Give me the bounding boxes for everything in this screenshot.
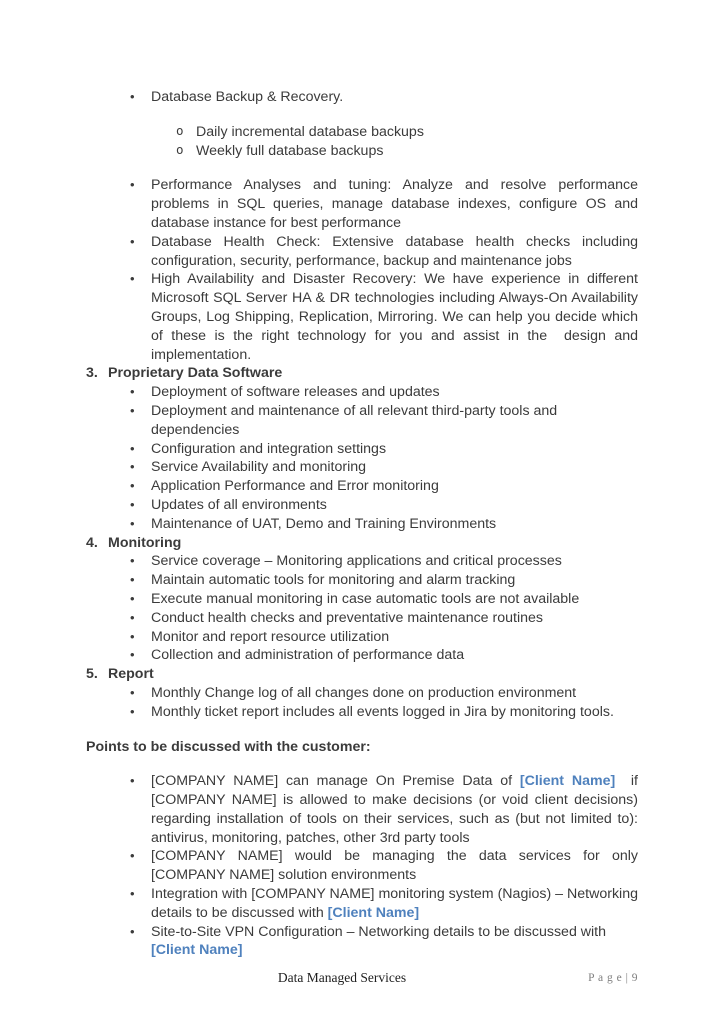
list-item-text [151,458,638,477]
text-run: if [COMPANY NAME] is allowed to make decisions (or void client decisions) regarding installation of tools on their services, such as (but not limited to): antivirus, monitoring, patches, other 3rd party tools [151,773,638,846]
circle-bullet-icon: o [176,122,184,138]
bullet-icon: • [130,478,135,494]
list-item-text [151,233,638,271]
bullet-icon: • [130,384,135,400]
list-item [86,402,638,440]
bullet-icon: • [130,177,135,193]
list-item [86,176,638,232]
client-name-placeholder: [Client Name] [327,904,420,921]
paragraph-gap [86,756,638,772]
page-footer [86,970,638,992]
list-item [86,233,638,271]
list-item-text [151,646,638,665]
list-item-text [151,684,638,703]
bullet-icon: • [130,590,135,606]
list-item-text [151,590,638,609]
client-name-placeholder: [Client Name] [151,942,243,959]
text-run: Application Performance and Error monitoring [151,478,439,495]
list-item-text [151,440,638,459]
list-item [86,703,638,722]
text-run: Deployment and maintenance of all relevant third-party tools and dependencies [151,402,558,438]
text-run: Conduct health checks and preventative maintenance routines [151,609,543,626]
bullet-icon: • [130,572,135,588]
list-item-text [151,847,638,885]
list-item [86,885,638,923]
text-run: Maintain automatic tools for monitoring and alarm tracking [151,572,516,589]
text-run: High Availability and Disaster Recovery: We have experience in different Microsoft SQL Server HA & DR technologies including Always-On Availability Groups, Log Shipping, Replication, Mirroring. We can help you decide which of these is the right technology for you and assist in the design and implementation. [151,271,638,363]
bullet-icon: • [130,703,135,719]
list-item-text [151,270,638,364]
list-item-text [151,923,638,961]
list-item [86,270,638,364]
text-run: [COMPANY NAME] would be managing the data services for only [COMPANY NAME] solution environments [151,848,638,884]
list-item [86,477,638,496]
list-item-text [196,142,638,161]
paragraph-gap [86,722,638,738]
text-run: Execute manual monitoring in case automatic tools are not available [151,590,580,607]
paragraph-gap [86,107,638,123]
text-run: Maintenance of UAT, Demo and Training Environments [151,515,497,532]
list-item-text [151,383,638,402]
text-run: Daily incremental database backups [196,123,424,140]
list-item-text [151,772,638,847]
list-item [86,571,638,590]
bullet-icon: • [130,440,135,456]
text-run: Collection and administration of performance data [151,647,465,664]
list-item [86,440,638,459]
text-run: Service coverage – Monitoring applications and critical processes [151,553,562,570]
list-item-text [151,609,638,628]
heading-label: Proprietary Data Software [108,365,283,382]
list-item [86,142,638,161]
text-run: Updates of all environments [151,496,327,513]
heading-label: Monitoring [108,534,182,551]
bullet-icon: • [130,628,135,644]
list-item [86,684,638,703]
numbered-heading [86,534,638,553]
list-item [86,123,638,142]
text-run: Performance Analyses and tuning: Analyze and resolve performance problems in SQL queries, manage database indexes, configure OS and database instance for best performance [151,177,638,231]
list-item-text [151,402,638,440]
list-item [86,923,638,961]
text-run: Configuration and integration settings [151,440,387,457]
list-item-text [151,628,638,647]
list-item [86,646,638,665]
footer-document-title: Data Managed Services [277,970,407,985]
list-item [86,552,638,571]
list-item-text [151,571,638,590]
list-item [86,88,638,107]
bullet-icon: • [130,923,135,939]
list-item-text [151,176,638,232]
list-item-text [151,88,638,107]
list-item [86,515,638,534]
bullet-icon: • [130,886,135,902]
bullet-icon: • [130,609,135,625]
list-item-text [151,703,638,722]
text-run: Monitor and report resource utilization [151,628,390,645]
text-run: [COMPANY NAME] can manage On Premise Data of [151,773,520,790]
paragraph-gap [86,160,638,176]
list-item-text [151,496,638,515]
list-item [86,628,638,647]
list-item-text [151,515,638,534]
footer-page-number: P a g e | 9 [588,972,638,984]
bullet-icon: • [130,553,135,569]
list-item [86,847,638,885]
text-run: Integration with [COMPANY NAME] monitoring system (Nagios) – Networking details to be discussed with [151,886,638,921]
bullet-icon: • [130,459,135,475]
bullet-icon: • [130,233,135,249]
list-item [86,609,638,628]
bullet-icon: • [130,496,135,512]
text-run: Database Backup & Recovery. [151,89,344,105]
bullet-icon: • [130,647,135,663]
heading-number: 3. [86,365,98,382]
bullet-icon: • [130,684,135,700]
list-item-text [196,123,638,142]
text-run: Service Availability and monitoring [151,459,367,476]
list-item-text [151,885,638,923]
bullet-icon: • [130,848,135,864]
bullet-icon: • [130,402,135,418]
list-item-text [151,477,638,496]
section-heading: Points to be discussed with the customer: [86,738,371,755]
list-item [86,458,638,477]
numbered-heading [86,665,638,684]
heading-number: 4. [86,534,98,551]
text-run: Site-to-Site VPN Configuration – Networking details to be discussed with [151,923,607,940]
heading-number: 5. [86,666,98,683]
text-run: Weekly full database backups [196,142,384,159]
list-item [86,772,638,847]
list-item-text [151,552,638,571]
client-name-placeholder: [Client Name] [519,773,616,790]
text-run: Monthly ticket report includes all events logged in Jira by monitoring tools. [151,703,614,720]
list-item [86,590,638,609]
bullet-icon: • [130,515,135,531]
list-item [86,496,638,515]
text-run: Monthly Change log of all changes done on production environment [151,684,577,701]
numbered-heading [86,364,638,383]
heading-label: Report [108,666,154,683]
text-run: Database Health Check: Extensive database health checks including configuration, security, performance, backup and maintenance jobs [151,233,638,269]
bullet-icon: • [130,271,135,287]
text-run: Deployment of software releases and updates [151,384,440,401]
bullet-icon: • [130,89,135,104]
circle-bullet-icon: o [176,141,184,157]
bullet-icon: • [130,773,135,789]
list-item [86,383,638,402]
document-body [86,88,638,960]
